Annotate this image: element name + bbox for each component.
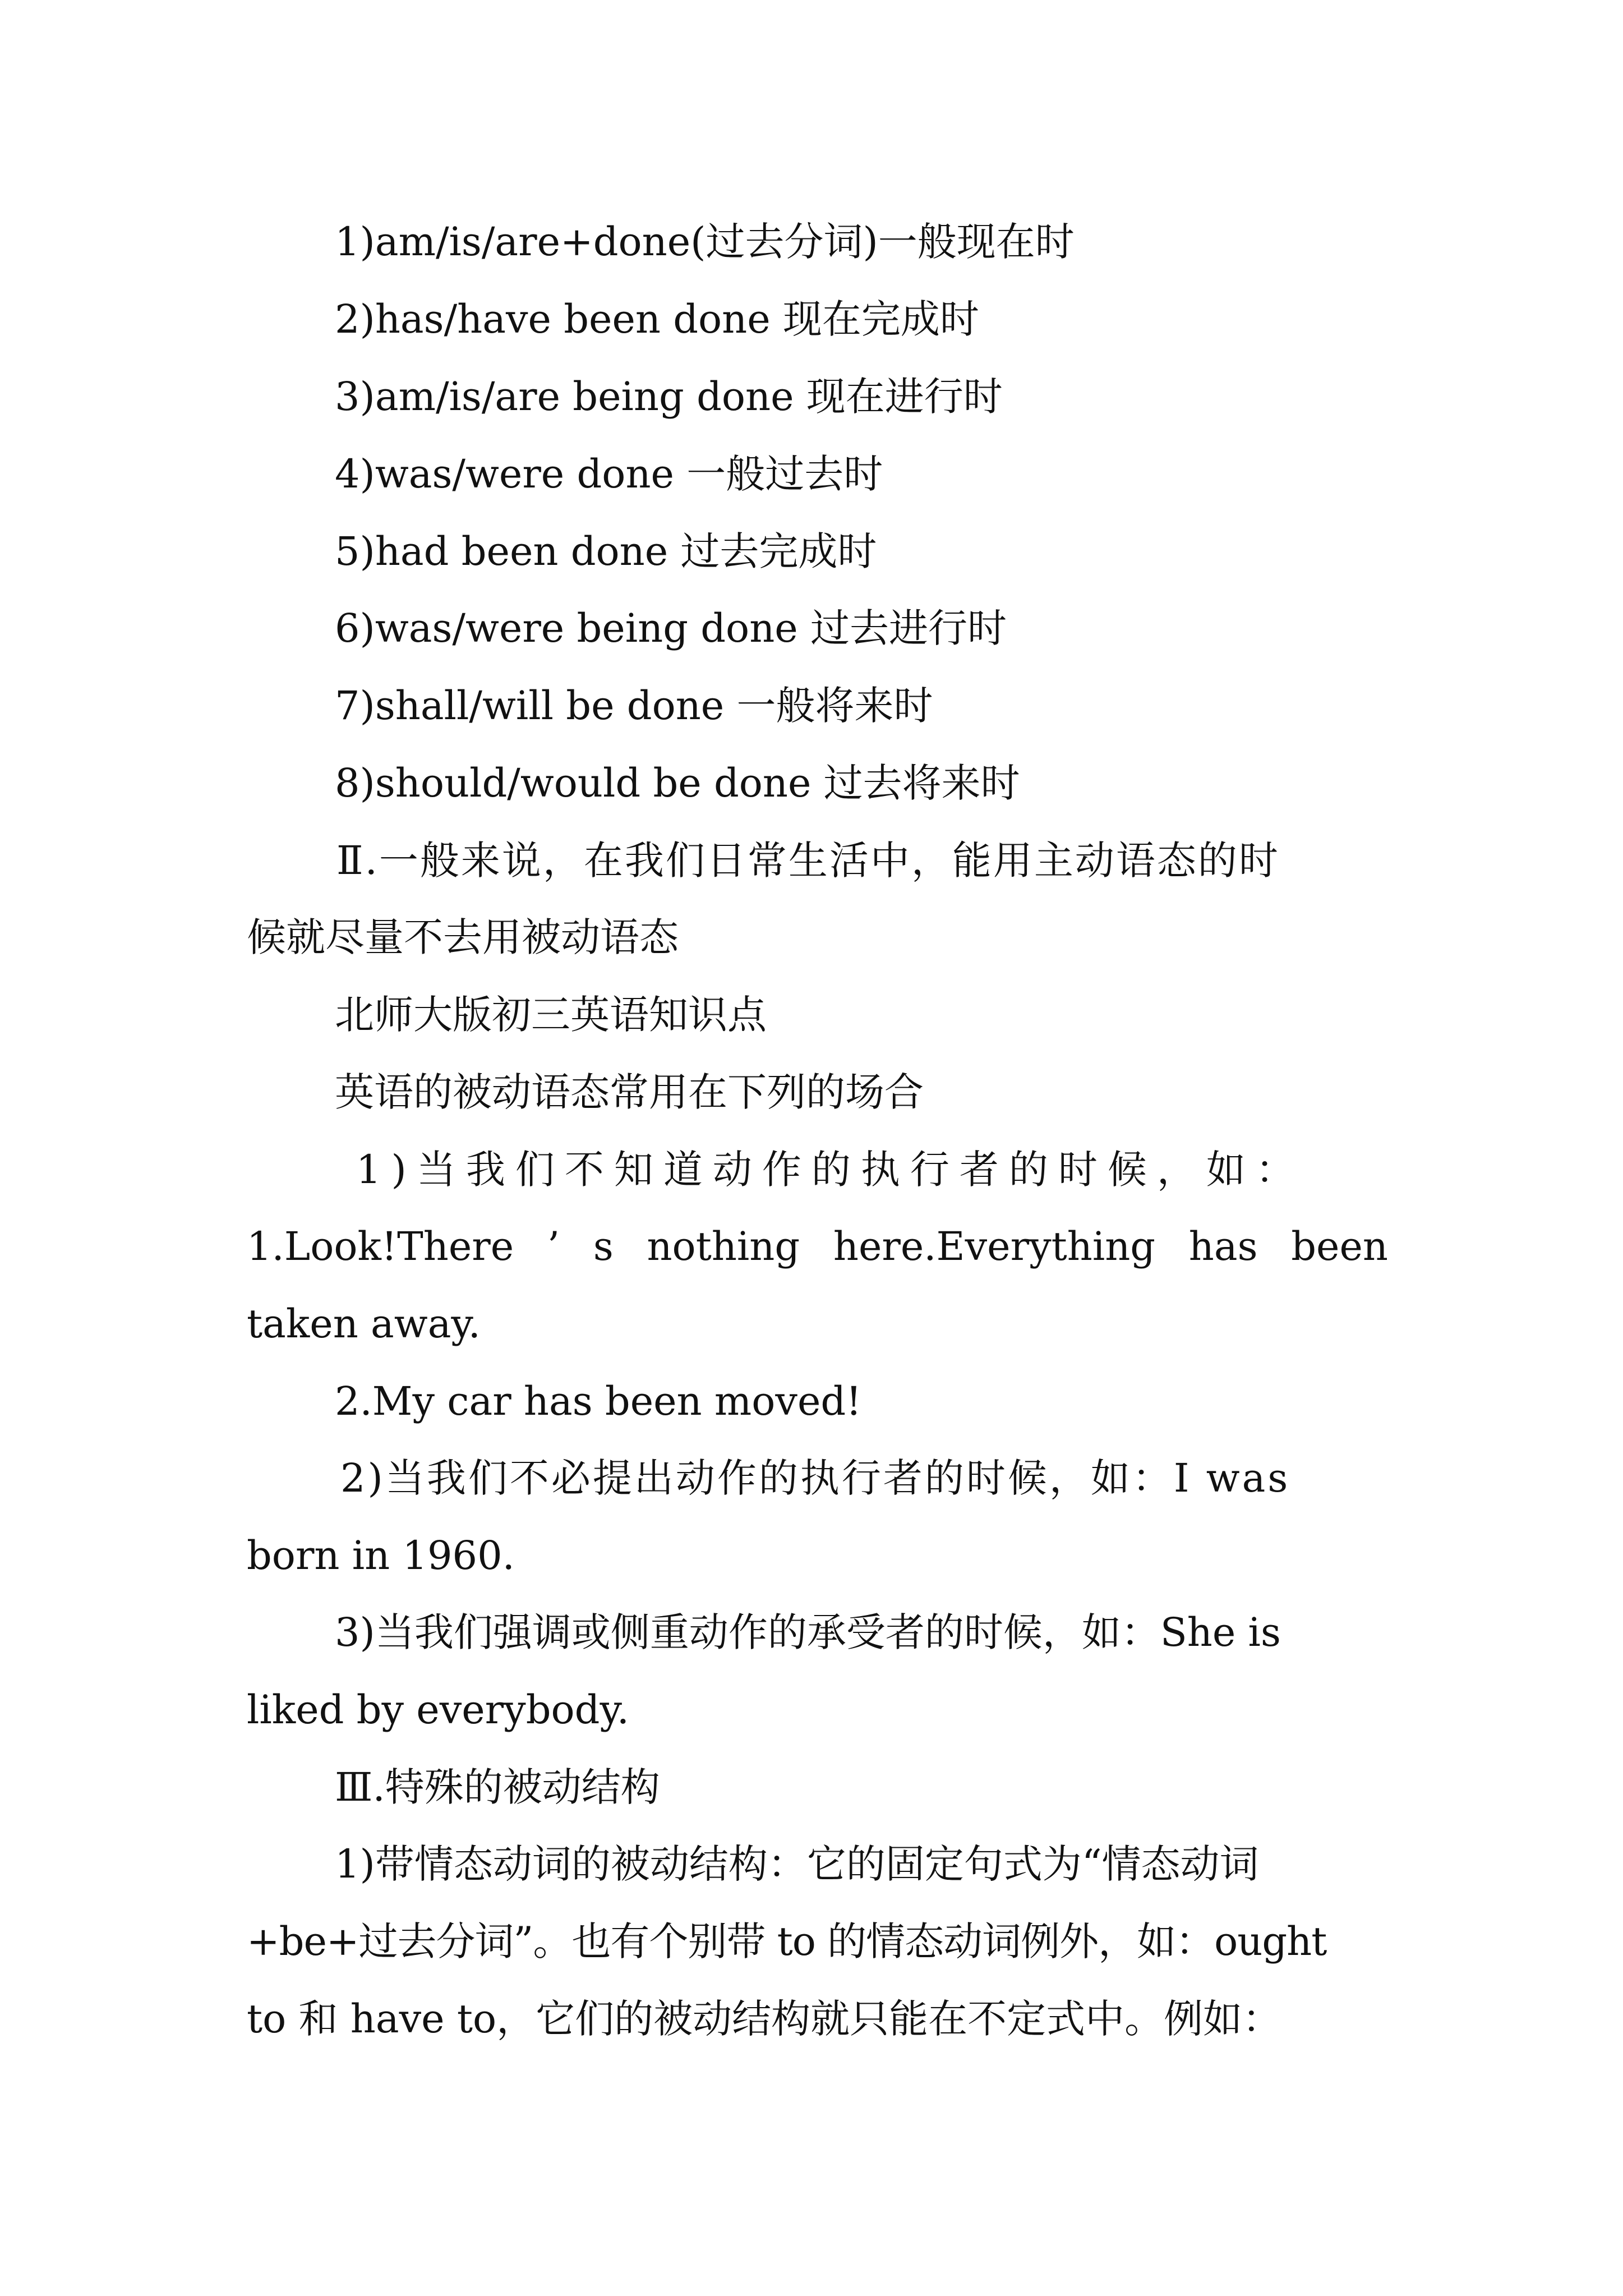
case-3-line-2: liked by everybody. bbox=[247, 1687, 629, 1733]
tense-item-4: 4)was/were done 一般过去时 bbox=[335, 451, 883, 497]
case-1-word: ’ bbox=[547, 1223, 560, 1269]
section-3-line-1: 1)带情态动词的被动结构：它的固定句式为“情态动词 bbox=[335, 1841, 1259, 1887]
case-1-word: s bbox=[593, 1223, 614, 1269]
case-1-word: has bbox=[1188, 1223, 1258, 1269]
tense-item-5: 5)had been done 过去完成时 bbox=[335, 528, 877, 574]
case-1-example-2: 2.My car has been moved! bbox=[335, 1378, 862, 1424]
case-1-word: here.Everything bbox=[833, 1223, 1156, 1269]
subtitle: 北师大版初三英语知识点 bbox=[335, 992, 767, 1038]
section-2-line-2: 候就尽量不去用被动语态 bbox=[247, 914, 679, 960]
case-1-line-3: taken away. bbox=[247, 1301, 481, 1347]
section-3-line-3: to 和 have to，它们的被动结构就只能在不定式中。例如： bbox=[247, 1996, 1282, 2042]
tense-item-1: 1)am/is/are+done(过去分词)一般现在时 bbox=[335, 219, 1075, 265]
tense-item-6: 6)was/were being done 过去进行时 bbox=[335, 605, 1007, 651]
case-3-line-1: 3)当我们强调或侧重动作的承受者的时候，如：She is bbox=[335, 1609, 1281, 1655]
tense-item-3: 3)am/is/are being done 现在进行时 bbox=[335, 374, 1003, 420]
case-1-word: been bbox=[1291, 1223, 1388, 1269]
section-3-line-2: +be+过去分词”。也有个别带 to 的情态动词例外，如：ought bbox=[247, 1918, 1327, 1964]
tense-item-2: 2)has/have been done 现在完成时 bbox=[335, 296, 979, 342]
case-1-word: nothing bbox=[647, 1223, 800, 1269]
case-1-line-1: 1)当我们不知道动作的执行者的时候，如： bbox=[356, 1147, 1305, 1193]
tense-item-8: 8)should/would be done 过去将来时 bbox=[335, 760, 1020, 806]
section-2-line-1: Ⅱ.一般来说，在我们日常生活中，能用主动语态的时 bbox=[336, 838, 1280, 884]
usage-intro: 英语的被动语态常用在下列的场合 bbox=[335, 1069, 924, 1115]
case-2-line-2: born in 1960. bbox=[247, 1533, 515, 1579]
section-3-heading: Ⅲ.特殊的被动结构 bbox=[335, 1764, 660, 1810]
tense-item-7: 7)shall/will be done 一般将来时 bbox=[335, 683, 933, 729]
case-1-line-2 bbox=[247, 1218, 1388, 1274]
case-2-line-1: 2)当我们不必提出动作的执行者的时候，如：I was bbox=[340, 1455, 1290, 1501]
case-1-word: 1.Look!There bbox=[247, 1223, 514, 1269]
